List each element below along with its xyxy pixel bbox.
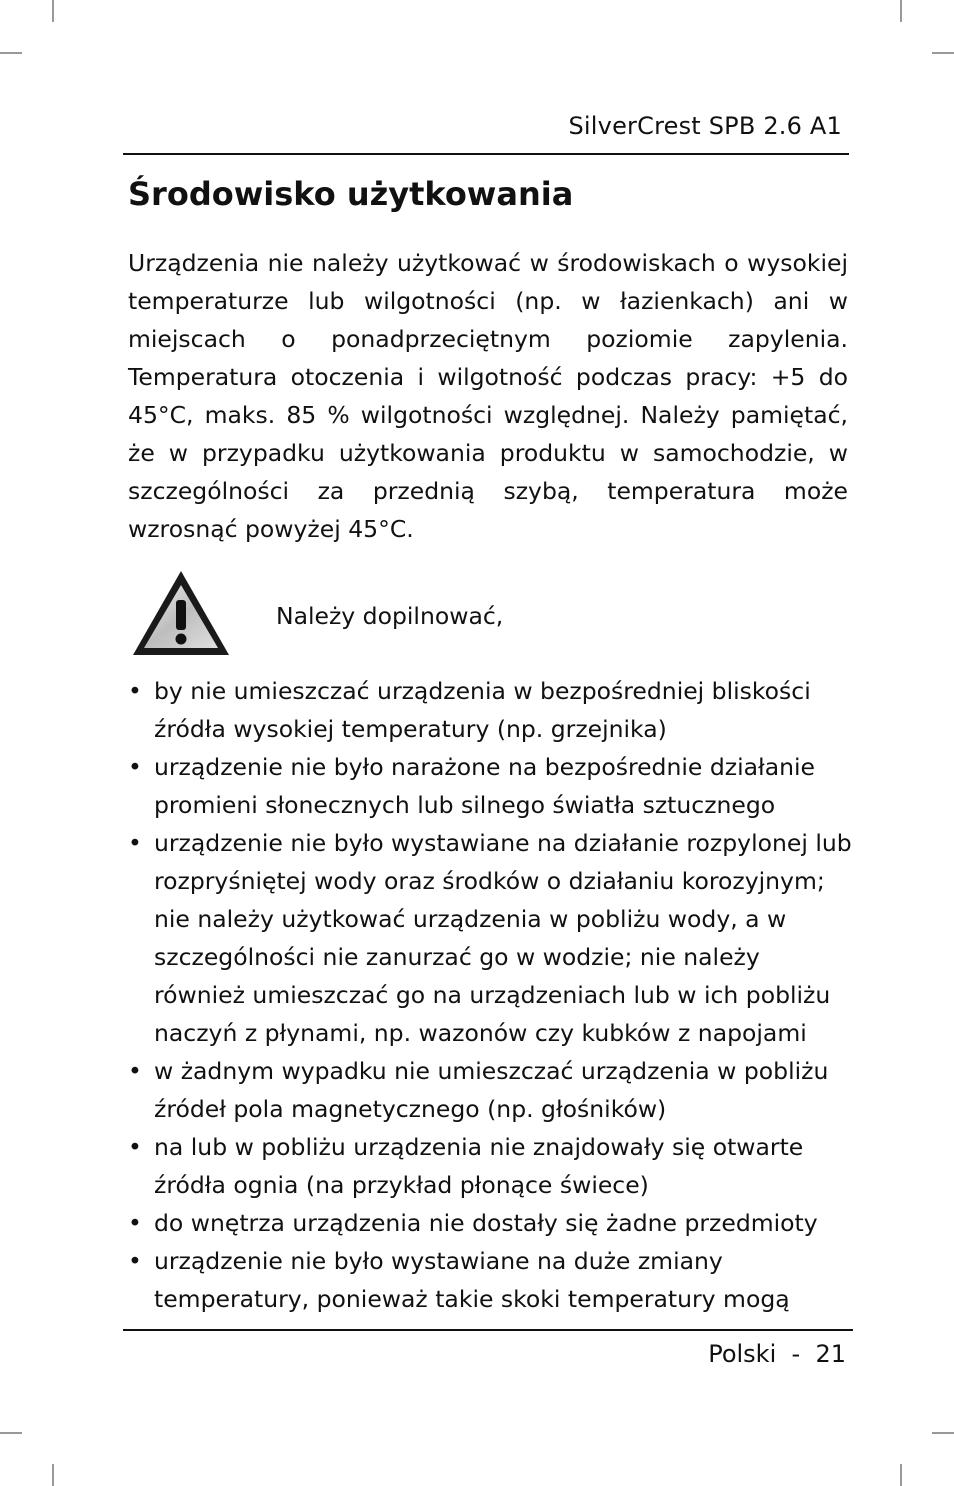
footer-rule (123, 1329, 853, 1331)
list-item-text: by nie umieszczać urządzenia w bezpośredniej bliskości źródła wysokiej temperatury (np. grzejnika) (154, 677, 811, 743)
page-number: 21 (815, 1340, 846, 1368)
header-product: SilverCrest SPB 2.6 A1 (568, 112, 842, 140)
precaution-list (128, 672, 858, 1318)
bullet: • (128, 753, 142, 781)
list-item (128, 1242, 858, 1318)
list-item (128, 1128, 858, 1204)
header-rule (123, 153, 849, 155)
crop-mark (0, 1432, 22, 1434)
list-item (128, 1204, 858, 1242)
crop-mark (52, 1464, 54, 1486)
crop-mark (0, 52, 22, 54)
body-paragraph: Urządzenia nie należy użytkować w środowiskach o wysokiej temperaturze lub wilgotności (np. w łazienkach) ani w miejscach o ponadprzeciętnym poziomie zapylenia. Temperatura otoczenia i wilgotność podczas pracy: +5 do 45°C, maks. 85 % wilgotności względnej. Należy pamiętać, że w przypadku użytkowania produktu w samochodzie, w szczególności za przednią szybą, temperatura może wzrosnąć powyżej 45°C. (128, 249, 848, 543)
list-item (128, 1052, 858, 1128)
footer-separator: - (791, 1340, 801, 1368)
bullet: • (128, 1247, 142, 1275)
crop-mark (900, 1464, 902, 1486)
list-item (128, 672, 858, 748)
list-item-text: w żadnym wypadku nie umieszczać urządzenia w pobliżu źródeł pola magnetycznego (np. głośników) (154, 1057, 829, 1123)
list-item-text: do wnętrza urządzenia nie dostały się żadne przedmioty (154, 1209, 818, 1237)
list-item-text: urządzenie nie było wystawiane na duże zmiany temperatury, ponieważ takie skoki temperatury mogą (154, 1247, 790, 1313)
crop-mark (932, 52, 954, 54)
section-title: Środowisko użytkowania (128, 175, 574, 213)
crop-mark (900, 0, 902, 22)
crop-mark (52, 0, 54, 22)
warning-text: Należy dopilnować, (276, 602, 504, 630)
bullet: • (128, 677, 142, 705)
list-item-text: urządzenie nie było wystawiane na działanie rozpylonej lub rozpryśniętej wody oraz środków o działaniu korozyjnym; nie należy użytkować urządzenia w pobliżu wody, a w szczególności nie zanurzać go w wodzie; nie należy również umieszczać go na urządzeniach lub w ich pobliżu naczyń z płynami, np. wazonów czy kubków z napojami (154, 829, 852, 1047)
footer-page-label (708, 1340, 846, 1368)
list-item-text: urządzenie nie było narażone na bezpośrednie działanie promieni słonecznych lub silnego światła sztucznego (154, 753, 815, 819)
list-item-text: na lub w pobliżu urządzenia nie znajdowały się otwarte źródła ognia (na przykład płonące świece) (154, 1133, 804, 1199)
crop-mark (932, 1432, 954, 1434)
footer-language: Polski (708, 1340, 777, 1368)
bullet: • (128, 1133, 142, 1161)
warning-triangle-icon (130, 568, 232, 658)
list-item (128, 824, 858, 1052)
bullet: • (128, 829, 142, 857)
bullet: • (128, 1209, 142, 1237)
bullet: • (128, 1057, 142, 1085)
list-item (128, 748, 858, 824)
